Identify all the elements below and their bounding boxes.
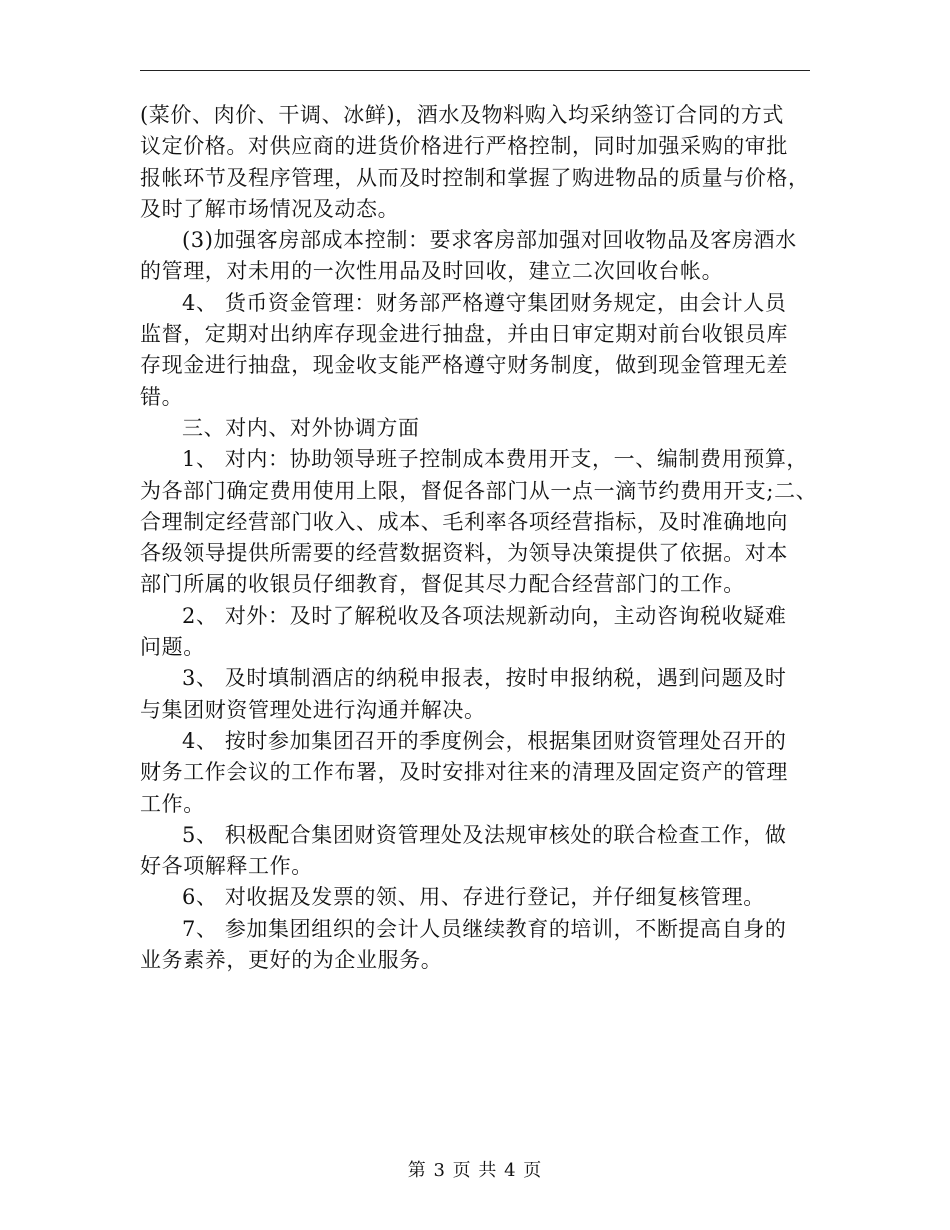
text-line: (3)加强客房部成本控制：要求客房部加强对回收物品及客房酒水 <box>182 228 797 253</box>
text-line: 合理制定经营部门收入、成本、毛利率各项经营指标，及时准确地向 <box>140 509 788 534</box>
text-line: 与集团财资管理处进行沟通并解决。 <box>140 697 486 722</box>
text-line: 财务工作会议的工作布署，及时安排对往来的清理及固定资产的管理 <box>140 760 788 785</box>
page-footer: 第 3 页 共 4 页 <box>407 1160 543 1181</box>
text-line: 报帐环节及程序管理，从而及时控制和掌握了购进物品的质量与价格， <box>140 165 810 190</box>
text-line: 2、 对外：及时了解税收及各项法规新动向，主动咨询税收疑难 <box>182 603 787 628</box>
text-line: 4、 货币资金管理：财务部严格遵守集团财务规定，由会计人员 <box>182 290 787 315</box>
text-line: 各级领导提供所需要的经营数据资料，为领导决策提供了依据。对本 <box>140 541 788 566</box>
text-line: 问题。 <box>140 635 205 660</box>
text-line: 及时了解市场情况及动态。 <box>140 196 400 221</box>
text-line: 4、 按时参加集团召开的季度例会，根据集团财资管理处召开的 <box>182 728 787 753</box>
text-line: 监督，定期对出纳库存现金进行抽盘，并由日审定期对前台收银员库 <box>140 322 788 347</box>
text-line: 部门所属的收银员仔细教育，督促其尽力配合经营部门的工作。 <box>140 572 745 597</box>
text-line: 5、 积极配合集团财资管理处及法规审核处的联合检查工作，做 <box>182 822 787 847</box>
text-line: 6、 对收据及发票的领、用、存进行登记，并仔细复核管理。 <box>182 885 765 910</box>
text-line: 工作。 <box>140 791 205 816</box>
text-line: 1、 对内：协助领导班子控制成本费用开支，一、编制费用预算， <box>182 447 809 472</box>
text-line: 3、 及时填制酒店的纳税申报表，按时申报纳税，遇到问题及时 <box>182 666 787 691</box>
document-body <box>140 100 818 976</box>
text-line: 错。 <box>140 384 184 409</box>
text-line: 业务素养，更好的为企业服务。 <box>140 948 443 973</box>
text-line: 7、 参加集团组织的会计人员继续教育的培训，不断提高自身的 <box>182 916 787 941</box>
text-line: 的管理，对未用的一次性用品及时回收，建立二次回收台帐。 <box>140 259 724 284</box>
text-line: 好各项解释工作。 <box>140 854 313 879</box>
text-line: 议定价格。对供应商的进货价格进行严格控制，同时加强采购的审批 <box>140 134 788 159</box>
text-line: (菜价、肉价、干调、冰鲜)，酒水及物料购入均采纳签订合同的方式 <box>140 103 784 127</box>
header-rule <box>140 70 810 71</box>
text-line: 三、对内、对外协调方面 <box>182 415 420 440</box>
text-line: 为各部门确定费用使用上限，督促各部门从一点一滴节约费用开支;二、 <box>140 478 818 503</box>
text-line: 存现金进行抽盘，现金收支能严格遵守财务制度，做到现金管理无差 <box>140 353 788 378</box>
